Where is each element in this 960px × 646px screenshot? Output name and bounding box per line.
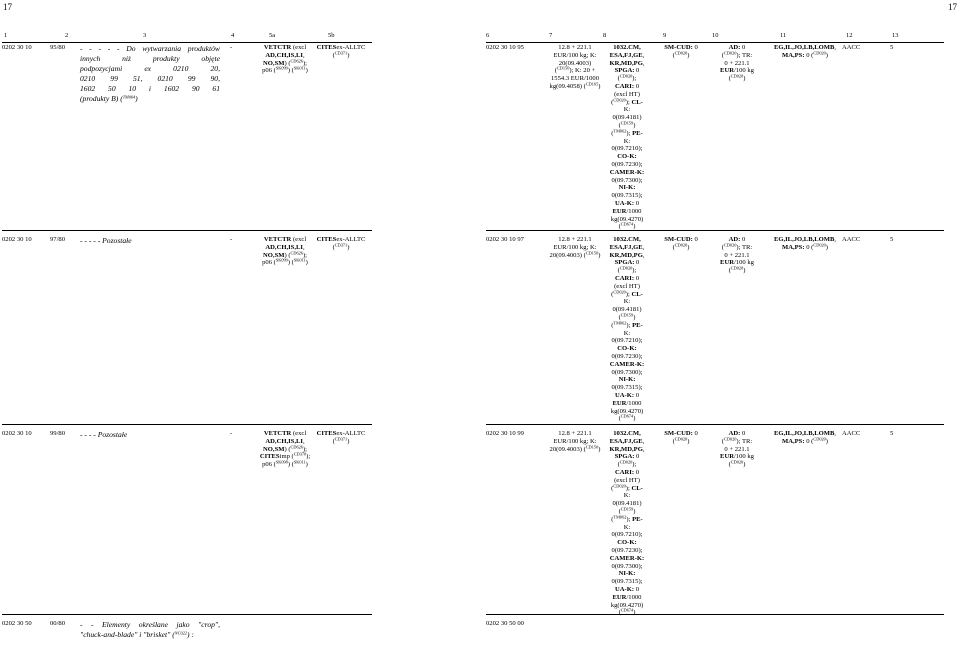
preferential-duty: 1032.CM, ESA,FJ,GE, KR,MD,PG, SPGA: 0 ($^{CD020}$); CARI: 0 (excl HT) ($^{CD020}$); CL- K: 0(09.4181) ($^{CD159}$) ($^{TM062}$); PE- K: 0(09.7210); CO-K: 0(09.7230); CAMER-K: 0(09.7300); NI-K: 0(09.7315); UA-K: 0 EUR/1000 kg(09.4270) ($^{CD674}$) [609, 236, 645, 423]
preferential-duty: 1032.CM, ESA,FJ,GE, KR,MD,PG, SPGA: 0 ($^{CD020}$); CARI: 0 (excl HT) ($^{CD020}$); CL- K: 0(09.4181) ($^{CD159}$) ($^{TM062}$); PE- K: 0(09.7210); CO-K: 0(09.7230); CAMER-K: 0(09.7300); NI-K: 0(09.7315); UA-K: 0 EUR/1000 kg(09.4270) ($^{CD674}$) [609, 430, 645, 617]
goods-description: - - - - Pozostałe [80, 430, 128, 439]
third-country-duty: 12.8 + 221.1 EUR/100 kg; K: 20(09.4003) ($^{CD150}$) [549, 430, 601, 453]
col-4-value: - [230, 44, 233, 51]
header-col-7: 7 [549, 32, 553, 39]
col-5a-measures: VETCTR (excl AD,CH,IS,LI, NO,SM) ($^{CD626}$); CITESimp ($^{CD370}$); p06 ($^{SK098}$) ($^{SK011}$) [259, 430, 311, 469]
col-11-duty: EG,IL,JO,LB,LOMB, MA,PS: 0 ($^{CD020}$) [773, 236, 837, 251]
col-11-duty: EG,IL,JO,LB,LOMB, MA,PS: 0 ($^{CD020}$) [773, 430, 837, 445]
col-5a-measures: VETCTR (excl AD,CH,IS,LI, NO,SM) ($^{CD626}$); p06 ($^{SK099}$) ($^{SK011}$) [262, 44, 308, 75]
header-col-5a: 5a [269, 32, 276, 39]
row-rule [2, 614, 372, 615]
col-9-duty: SM-CUD: 0 ($^{CD020}$) [664, 236, 698, 251]
col-9-duty: SM-CUD: 0 ($^{CD020}$) [664, 44, 698, 59]
third-country-duty: 12.8 + 221.1 EUR/100 kg; K: 20(09.4003) ($^{CD150}$) [549, 236, 601, 259]
row-rule [486, 230, 944, 231]
row-rule [486, 424, 944, 425]
goods-code: 0202 30 10 99 [486, 430, 524, 437]
goods-description: - - - - - Pozostałe [80, 236, 132, 245]
header-rule-right [486, 42, 944, 43]
col-10-duty: AD: 0 ($^{CD020}$); TR: 0 + 221.1 EUR/100 kg ($^{CD020}$) [720, 236, 754, 275]
cn-code: 0202 30 10 [2, 236, 32, 243]
header-col-13: 13 [892, 32, 899, 39]
goods-code: 0202 30 10 95 [486, 44, 524, 51]
page-number-right: 17 [948, 2, 957, 12]
header-col-12: 12 [846, 32, 853, 39]
row-rule [2, 424, 372, 425]
col-10-duty: AD: 0 ($^{CD020}$); TR: 0 + 221.1 EUR/100 kg ($^{CD020}$) [720, 430, 754, 469]
taric-suffix: 00/80 [50, 620, 66, 627]
goods-description: - - - - - Do wytwarzania produktów innych niż produkty objęte podpozycjami ex 0210 20, 0210 99 51, 0210 99 90, 1602 50 10 i 1602 90 61 (produkty B) ($^{TM064}$) [80, 44, 220, 103]
header-col-2: 2 [65, 32, 69, 39]
cn-code: 0202 30 10 [2, 44, 32, 51]
goods-description: - - Elementy określane jako "crop", "chuck-and-blade" i "brisket" ($^{NC022}$) : [80, 620, 220, 639]
col-4-value: - [230, 236, 233, 243]
col-13-value: 5 [890, 44, 894, 51]
row-rule [486, 614, 944, 615]
preferential-duty: 1032.CM, ESA,FJ,GE, KR,MD,PG, SPGA: 0 ($^{CD020}$); CARI: 0 (excl HT) ($^{CD020}$); CL- K: 0(09.4181) ($^{CD159}$) ($^{TM062}$); PE- K: 0(09.7210); CO-K: 0(09.7230); CAMER-K: 0(09.7300); NI-K: 0(09.7315); UA-K: 0 EUR/1000 kg(09.4270) ($^{CD674}$) [609, 44, 645, 231]
header-col-11: 11 [780, 32, 787, 39]
header-col-10: 10 [712, 32, 719, 39]
col-12-value: AACC [842, 236, 861, 243]
header-col-3: 3 [143, 32, 147, 39]
col-4-value: - [230, 430, 233, 437]
taric-suffix: 95/80 [50, 44, 66, 51]
header-col-5b: 5b [328, 32, 335, 39]
goods-code: 0202 30 50 00 [486, 620, 524, 627]
col-12-value: AACC [842, 44, 861, 51]
goods-code: 0202 30 10 97 [486, 236, 524, 243]
row-rule [2, 230, 372, 231]
header-col-4: 4 [231, 32, 235, 39]
col-10-duty: AD: 0 ($^{CD020}$); TR: 0 + 221.1 EUR/100 kg ($^{CD020}$) [720, 44, 754, 83]
col-12-value: AACC [842, 430, 861, 437]
header-col-8: 8 [603, 32, 607, 39]
col-11-duty: EG,IL,JO,LB,LOMB, MA,PS: 0 ($^{CD020}$) [773, 44, 837, 59]
col-13-value: 5 [890, 430, 894, 437]
col-5b-measures: CITESex-ALLTC ($^{CD371}$) [316, 236, 366, 251]
col-5a-measures: VETCTR (excl AD,CH,IS,LI, NO,SM) ($^{CD626}$); p06 ($^{SK099}$) ($^{SK011}$) [262, 236, 308, 267]
taric-suffix: 97/80 [50, 236, 66, 243]
taric-suffix: 99/80 [50, 430, 66, 437]
header-col-9: 9 [663, 32, 667, 39]
header-col-1: 1 [4, 32, 8, 39]
third-country-duty: 12.8 + 221.1 EUR/100 kg; K: 20(09.4003) ($^{CD150}$); K: 20 + 1554.3 EUR/1000 kg(09.4058) ($^{CD165}$) [549, 44, 601, 90]
header-rule-left [2, 42, 372, 43]
page-number-left: 17 [3, 2, 12, 12]
header-col-6: 6 [486, 32, 490, 39]
col-13-value: 5 [890, 236, 894, 243]
cn-code: 0202 30 10 [2, 430, 32, 437]
col-9-duty: SM-CUD: 0 ($^{CD020}$) [664, 430, 698, 445]
cn-code: 0202 30 50 [2, 620, 32, 627]
col-5b-measures: CITESex-ALLTC ($^{CD371}$) [316, 430, 366, 445]
col-5b-measures: CITESex-ALLTC ($^{CD371}$) [316, 44, 366, 59]
right-page [480, 0, 960, 646]
